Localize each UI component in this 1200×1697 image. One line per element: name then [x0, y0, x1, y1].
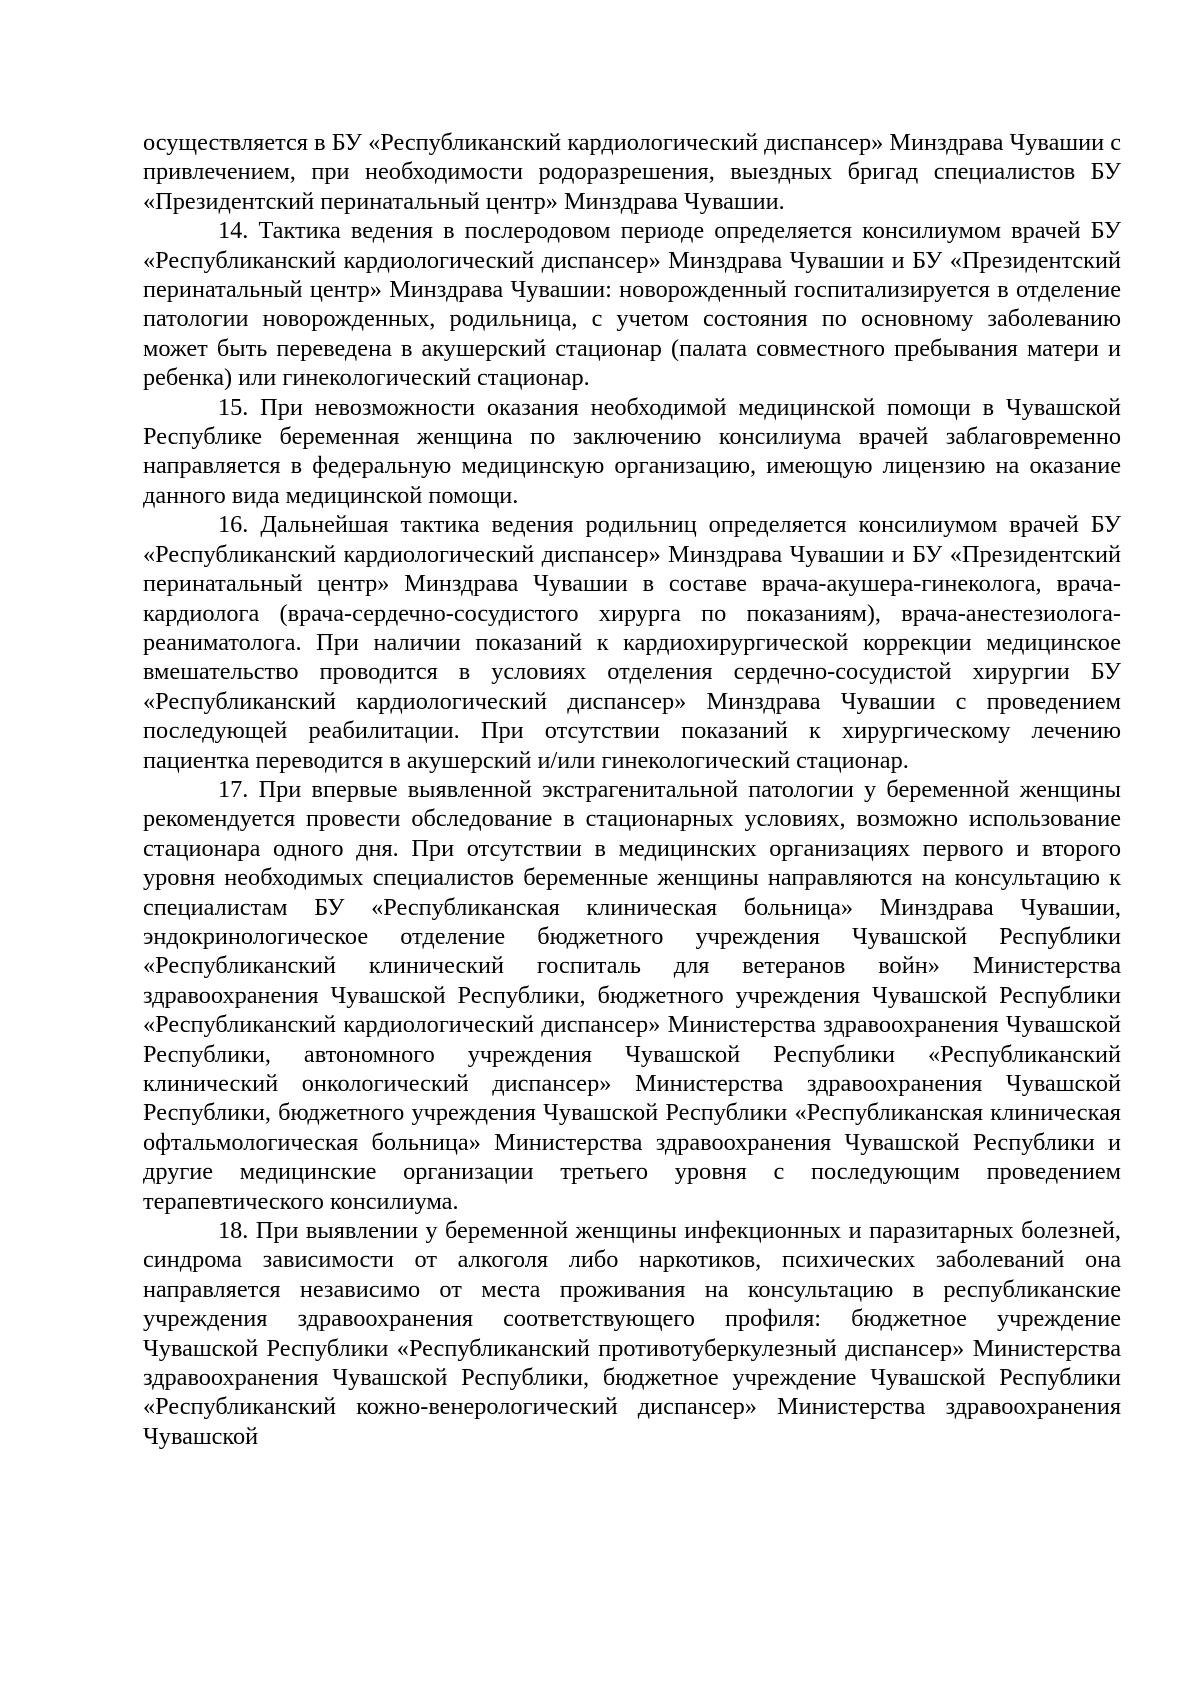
paragraph-continuation: осуществляется в БУ «Республиканский кардиологический диспансер» Минздрава Чувашии с привлечением, при необходимости родоразрешения, выездных бригад специалистов БУ «Президентский перинатальный центр» Минздрава Чувашии.: [143, 129, 1121, 215]
document-page: [143, 128, 1121, 1451]
paragraph-17: 17. При впервые выявленной экстрагенитальной патологии у беременной женщины рекомендуется провести обследование в стационарных условиях, возможно использование стационара одного дня. При отсутствии в медицинских организациях первого и второго уровня необходимых специалистов беременные женщины направляются на консультацию к специалистам БУ «Республиканская клиническая больница» Минздрава Чувашии, эндокринологическое отделение бюджетного учреждения Чувашской Республики «Республиканский клинический госпиталь для ветеранов войн» Министерства здравоохранения Чувашской Республики, бюджетного учреждения Чувашской Республики «Республиканский кардиологический диспансер» Министерства здравоохранения Чувашской Республики, автономного учреждения Чувашской Республики «Республиканский клинический онкологический диспансер» Министерства здравоохранения Чувашской Республики, бюджетного учреждения Чувашской Республики «Республиканская клиническая офтальмологическая больница» Министерства здравоохранения Чувашской Республики и другие медицинские организации третьего уровня с последующим проведением терапевтического консилиума.: [143, 775, 1121, 1215]
paragraph-16: 16. Дальнейшая тактика ведения родильниц определяется консилиумом врачей БУ «Республиканский кардиологический диспансер» Минздрава Чувашии и БУ «Президентский перинатальный центр» Минздрава Чувашии в составе врача-акушера-гинеколога, врача-кардиолога (врача-сердечно-сосудистого хирурга по показаниям), врача-анестезиолога-реаниматолога. При наличии показаний к кардиохирургической коррекции медицинское вмешательство проводится в условиях отделения сердечно-сосудистой хирургии БУ «Республиканский кардиологический диспансер» Минздрава Чувашии с проведением последующей реабилитации. При отсутствии показаний к хирургическому лечению пациентка переводится в акушерский и/или гинекологический стационар.: [143, 511, 1121, 774]
paragraph-18: 18. При выявлении у беременной женщины инфекционных и паразитарных болезней, синдрома зависимости от алкоголя либо наркотиков, психических заболеваний она направляется независимо от места проживания на консультацию в республиканские учреждения здравоохранения соответствующего профиля: бюджетное учреждение Чувашской Республики «Республиканский противотуберкулезный диспансер» Министерства здравоохранения Чувашской Республики, бюджетное учреждение Чувашской Республики «Республиканский кожно-венерологический диспансер» Министерства здравоохранения Чувашской: [143, 1217, 1121, 1450]
paragraph-15: 15. При невозможности оказания необходимой медицинской помощи в Чувашской Республике беременная женщина по заключению консилиума врачей заблаговременно направляется в федеральную медицинскую организацию, имеющую лицензию на оказание данного вида медицинской помощи.: [143, 393, 1121, 509]
paragraph-14: 14. Тактика ведения в послеродовом периоде определяется консилиумом врачей БУ «Республиканский кардиологический диспансер» Минздрава Чувашии и БУ «Президентский перинатальный центр» Минздрава Чувашии: новорожденный госпитализируется в отделение патологии новорожденных, родильница, с учетом состояния по основному заболеванию может быть переведена в акушерский стационар (палата совместного пребывания матери и ребенка) или гинекологический стационар.: [143, 217, 1121, 392]
